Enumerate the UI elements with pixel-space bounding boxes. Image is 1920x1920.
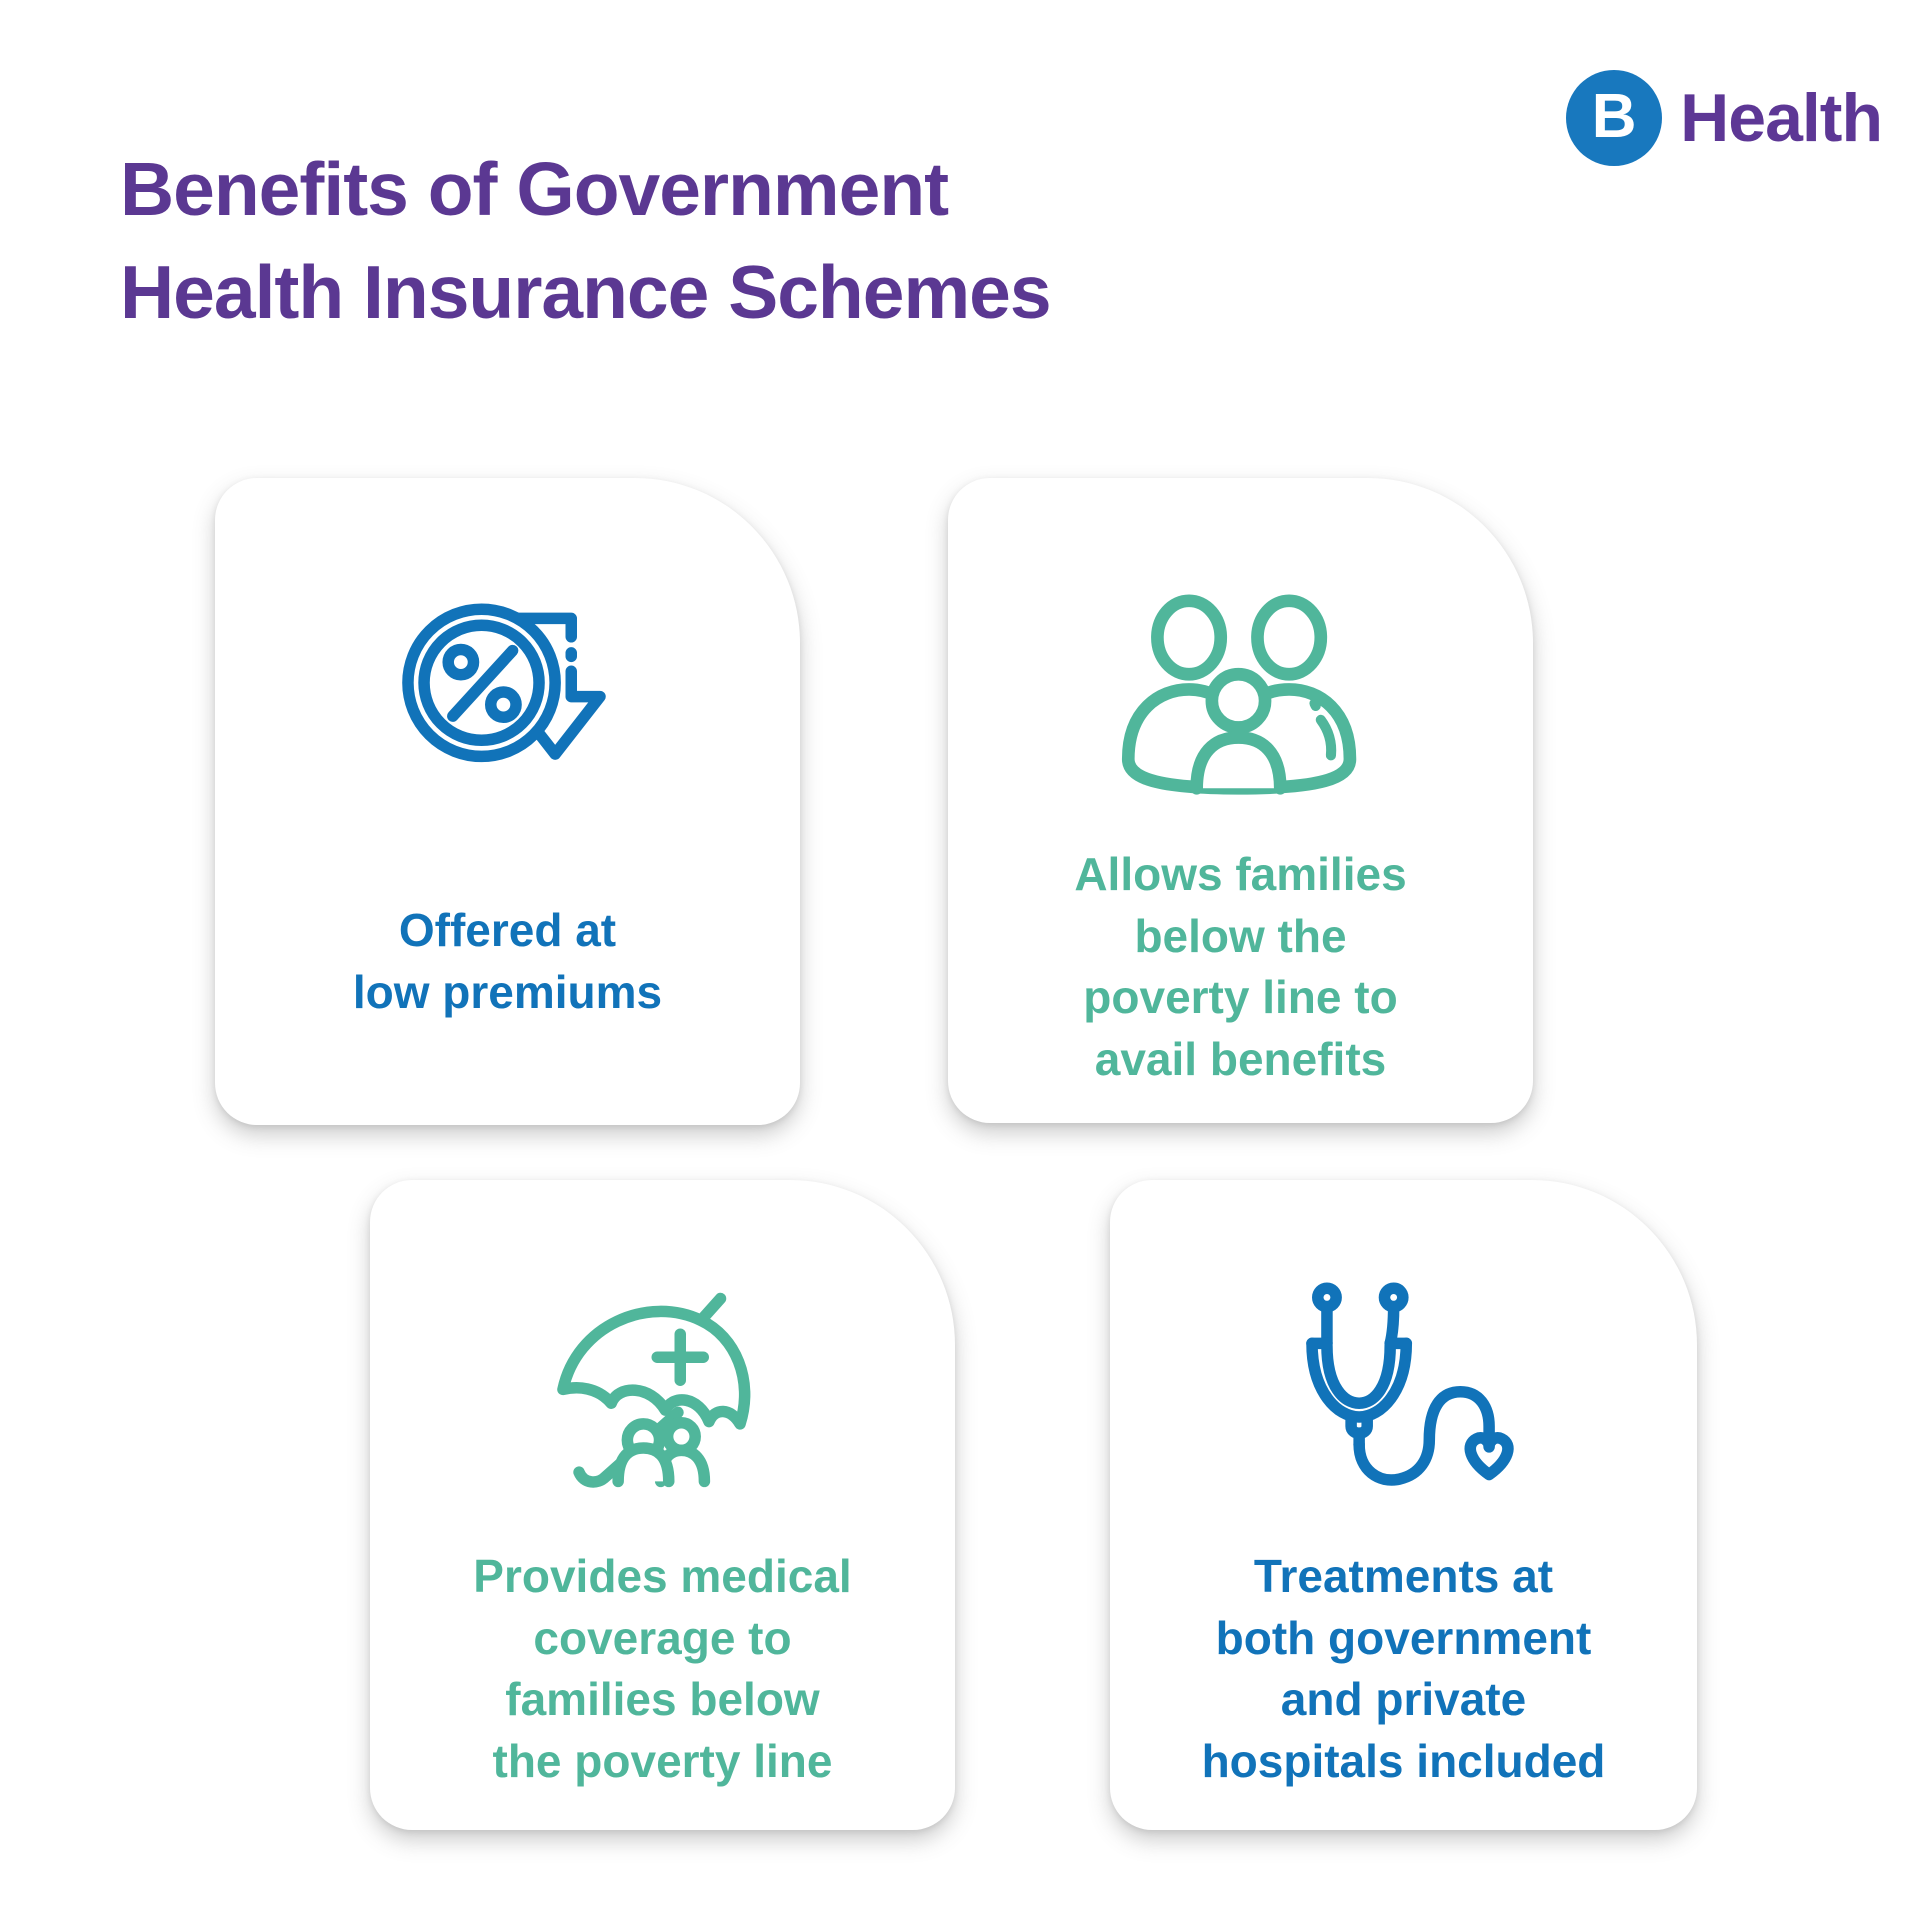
stethoscope-heart-icon	[1289, 1272, 1519, 1516]
card-text	[353, 900, 662, 1023]
card-text	[473, 1546, 851, 1793]
page-title-line2: Health Insurance Schemes	[120, 249, 1051, 334]
card-bpl-families-benefits	[948, 478, 1533, 1123]
card-text-line: both government	[1215, 1611, 1592, 1664]
card-govt-private-hospitals	[1110, 1180, 1697, 1830]
brand-logo	[1566, 70, 1882, 166]
card-text-line: Provides medical	[473, 1550, 852, 1602]
brand-name: Health	[1680, 80, 1882, 156]
card-text-line: poverty line to	[1083, 971, 1398, 1024]
card-text-line: families below	[505, 1673, 820, 1726]
page-title-line1: Benefits of Government	[120, 147, 949, 231]
card-text-line: below the	[1134, 909, 1347, 962]
card-text-line: avail benefits	[1094, 1032, 1387, 1085]
discount-down-arrow-icon	[387, 570, 629, 814]
card-text-line: coverage to	[533, 1611, 792, 1664]
card-text-line: the poverty line	[492, 1734, 833, 1787]
brand-mark-letter: B	[1591, 82, 1637, 151]
card-text-line: Offered at	[398, 904, 617, 956]
card-text-line: Allows families	[1074, 848, 1407, 900]
card-text	[1074, 844, 1406, 1091]
card-text-line: and private	[1280, 1673, 1527, 1726]
family-icon	[1108, 570, 1374, 814]
card-text	[1202, 1546, 1606, 1793]
card-text-line: hospitals included	[1201, 1734, 1606, 1787]
umbrella-family-icon	[542, 1272, 784, 1516]
card-medical-coverage-bpl	[370, 1180, 955, 1830]
page-title	[120, 138, 1051, 344]
card-text-line: Treatments at	[1253, 1550, 1554, 1602]
brand-mark-icon	[1566, 70, 1662, 166]
card-low-premiums	[215, 478, 800, 1125]
card-text-line: low premiums	[352, 965, 663, 1018]
